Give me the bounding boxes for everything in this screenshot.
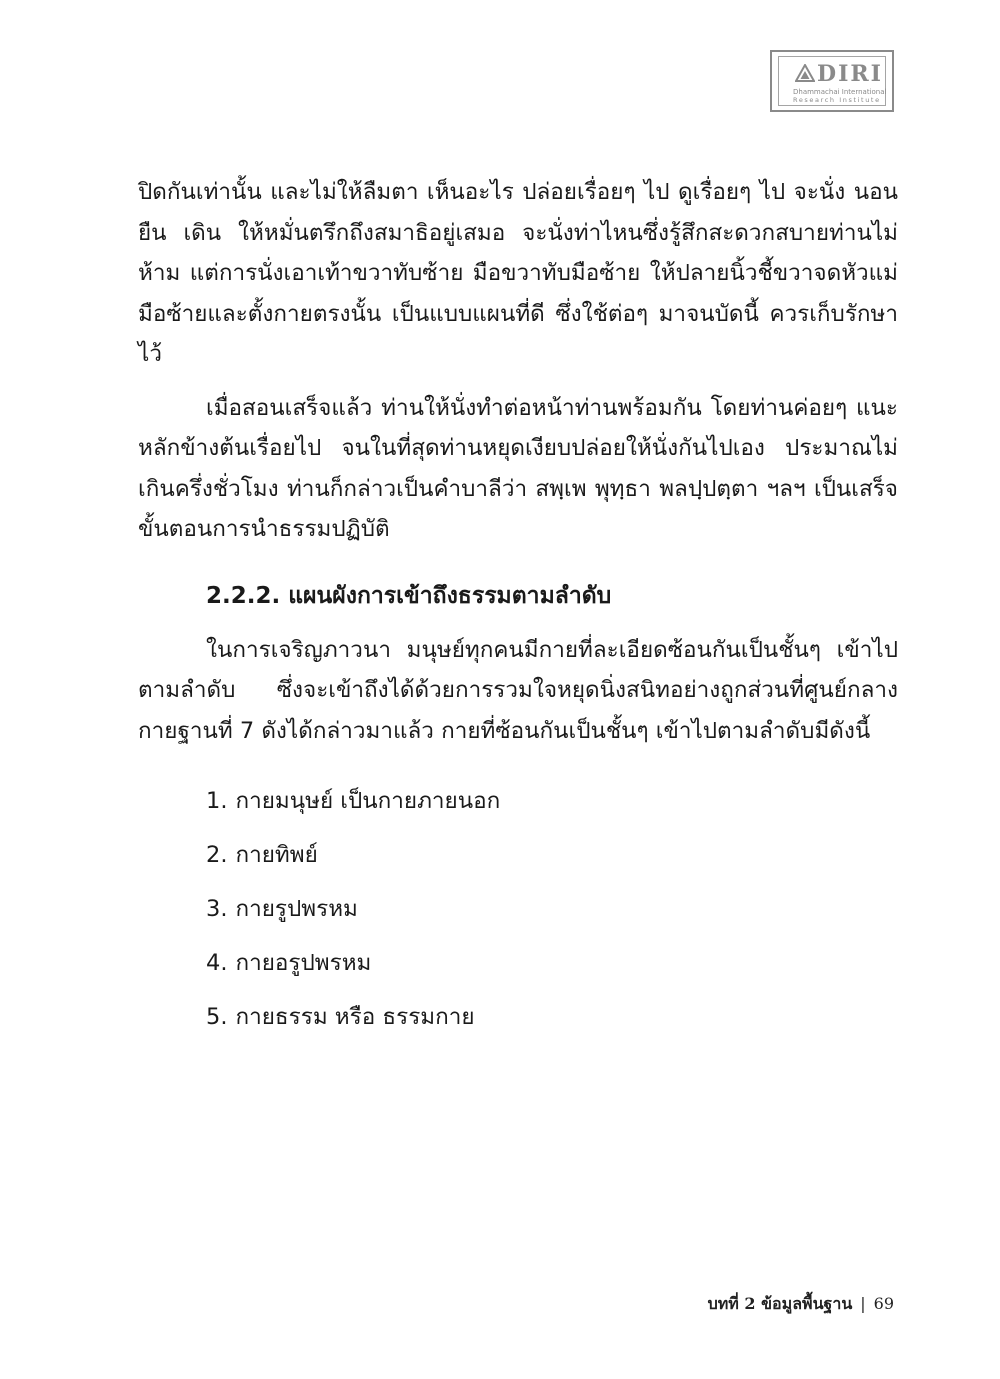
logo-name: DIRI [817, 61, 883, 87]
list-text: กายอรูปพรหม [235, 950, 372, 976]
footer-separator: | [860, 1294, 866, 1313]
section-intro: ในการเจริญภาวนา มนุษย์ทุกคนมีกายที่ละเอียดซ้อนกันเป็นชั้นๆ เข้าไปตามลำดับ ซึ่งจะเข้าถึงได้ด้วยการรวมใจหยุดนิ่งสนิทอย่างถูกส่วนที่ศูนย์กลางกายฐานที่ 7 ดังได้กล่าวมาแล้ว กายที่ซ้อนกันเป็นชั้นๆ เข้าไปตามลำดับมีดังนี้ [138, 636, 898, 744]
list-text: กายมนุษย์ เป็นกายภายนอก [235, 788, 501, 814]
list-item [206, 997, 898, 1037]
page-body [138, 172, 898, 1051]
logo-line-2: Research Institute [793, 96, 881, 104]
list-number: 3. [206, 896, 228, 922]
list-item [206, 781, 898, 821]
list-text: กายทิพย์ [235, 842, 318, 868]
list-number: 1. [206, 788, 228, 814]
paragraph-1: ปิดกันเท่านั้น และไม่ให้ลืมตา เห็นอะไร ปล่อยเรื่อยๆ ไป ดูเรื่อยๆ ไป จะนั่ง นอน ยืน เดิน ให้หมั่นตรึกถึงสมาธิอยู่เสมอ จะนั่งท่าไหนซึ่งรู้สึกสะดวกสบายท่านไม่ห้าม แต่การนั่งเอาเท้าขวาทับซ้าย มือขวาทับมือซ้าย ให้ปลายนิ้วชี้ขวาจดหัวแม่มือซ้ายและตั้งกายตรงนั้น เป็นแบบแผนที่ดี ซึ่งใช้ต่อๆ มาจนบัดนี้ ควรเก็บรักษาไว้ [138, 179, 898, 367]
list-number: 2. [206, 842, 228, 868]
list-text: กายธรรม หรือ ธรรมกาย [235, 1004, 475, 1030]
logo-line-1: Dhammachai International [793, 88, 887, 96]
body-list [206, 781, 898, 1037]
list-item [206, 943, 898, 983]
page-number: 69 [873, 1294, 894, 1313]
list-number: 5. [206, 1004, 228, 1030]
triangle-logo-icon [795, 64, 815, 82]
list-item [206, 835, 898, 875]
list-text: กายรูปพรหม [235, 896, 358, 922]
list-item [206, 889, 898, 929]
paragraph-2: เมื่อสอนเสร็จแล้ว ท่านให้นั่งทำต่อหน้าท่านพร้อมกัน โดยท่านค่อยๆ แนะหลักข้างต้นเรื่อยไป จนในที่สุดท่านหยุดเงียบปล่อยให้นั่งกันไปเอง ประมาณไม่เกินครึ่งชั่วโมง ท่านก็กล่าวเป็นคำบาลีว่า สพฺเพ พุทฺธา พลปฺปตฺตา ฯลฯ เป็นเสร็จขั้นตอนการนำธรรมปฏิบัติ [138, 394, 898, 542]
list-number: 4. [206, 950, 228, 976]
diri-logo [770, 50, 894, 112]
page-footer [708, 1292, 894, 1317]
logo-frame [778, 56, 886, 106]
chapter-label: บทที่ 2 ข้อมูลพื้นฐาน [707, 1294, 853, 1313]
section-heading: 2.2.2. แผนผังการเข้าถึงธรรมตามลำดับ [206, 582, 612, 609]
